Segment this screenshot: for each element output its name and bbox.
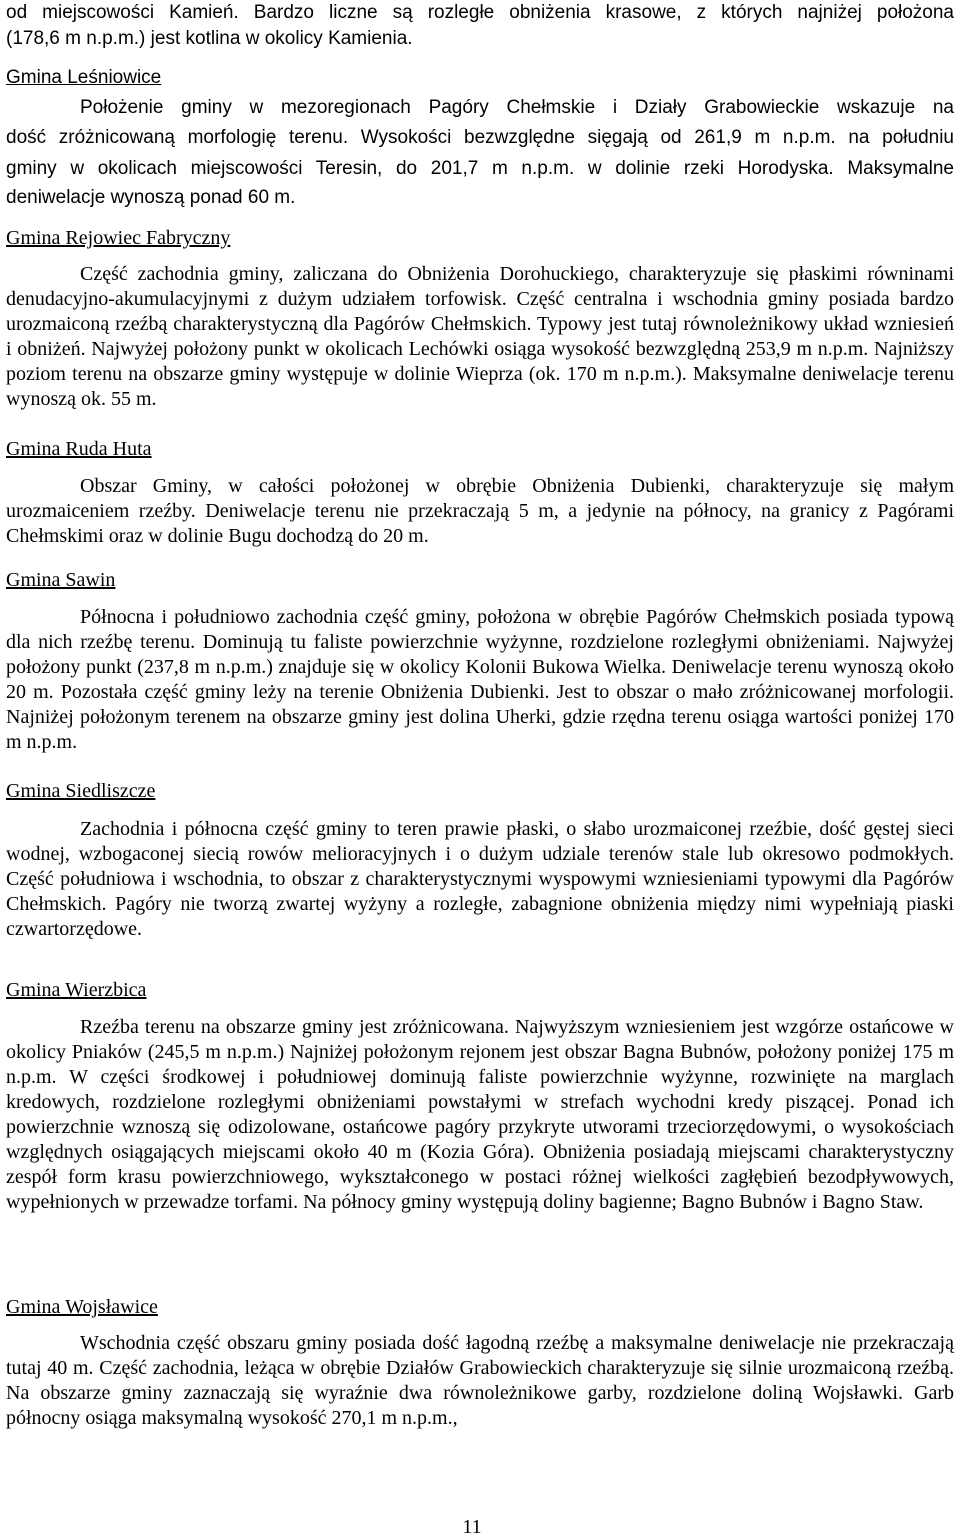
section-heading-sawin: Gmina Sawin	[6, 569, 116, 591]
intro-line: od miejscowości Kamień. Bardzo liczne są rozległe obniżenia krasowe, z których najniżej położona	[6, 2, 954, 23]
section-heading-rejowiec-fabryczny: Gmina Rejowiec Fabryczny	[6, 227, 231, 249]
section-heading-wojslawice: Gmina Wojsławice	[6, 1296, 158, 1318]
section-paragraph-wojslawice: Wschodnia część obszaru gminy posiada dość łagodną rzeźbę a maksymalne deniwelacje nie przekraczają tutaj 40 m. Część zachodnia, leżąca w obrębie Działów Grabowieckich charakteryzuje się silnie urozmaiconą rzeźbą. Na obszarze gminy zaznaczają się wyraźnie dwa równoleżnikowe garby, rozdzielone doliną Wojsławki. Garb północny osiąga maksymalną wysokość 270,1 m n.p.m.,	[6, 1332, 954, 1429]
section-heading-lesniowice: Gmina Leśniowice	[6, 67, 162, 88]
section-paragraph-ruda-huta: Obszar Gminy, w całości położonej w obrębie Obniżenia Dubienki, charakteryzuje się małym urozmaiceniem rzeźby. Deniwelacje terenu nie przekraczają 5 m, a jedynie na północy, na granicy z Pagórami Chełmskimi oraz w dolinie Bugu dochodzą do 20 m.	[6, 475, 954, 547]
lesniowice-line: dość zróżnicowaną morfologię terenu. Wysokości bezwzględne sięgają od 261,9 m n.p.m. na południu	[6, 127, 954, 148]
intro-line: (178,6 m n.p.m.) jest kotlina w okolicy Kamienia.	[6, 28, 413, 49]
section-paragraph-rejowiec-fabryczny: Część zachodnia gminy, zaliczana do Obniżenia Dorohuckiego, charakteryzuje się płaskimi równinami denudacyjno-akumulacyjnymi z dużym udziałem torfowisk. Część centralna i wschodnia gminy posiada bardzo urozmaiconą rzeźbą charakterystyczną dla Pagórów Chełmskich. Typowy jest tutaj równoleżnikowy układ wzniesień i obniżeń. Najwyżej położony punkt w okolicach Lechówki osiąga wysokość bezwzględną 253,9 m n.p.m. Najniższy poziom terenu na obszarze gminy występuje w dolinie Wieprza (ok. 170 m n.p.m.). Maksymalne deniwelacje terenu wynoszą ok. 55 m.	[6, 263, 954, 410]
lesniowice-line: deniwelacje wynoszą ponad 60 m.	[6, 187, 296, 208]
section-paragraph-sawin: Północna i południowo zachodnia część gminy, położona w obrębie Pagórów Chełmskich posiada typową dla nich rzeźbę terenu. Dominują tu faliste powierzchnie wyżynne, rozdzielone rozległymi obniżeniami. Najwyżej położony punkt (237,8 m n.p.m.) znajduje się w okolicy Kolonii Bukowa Wielka. Deniwelacje terenu wynoszą około 20 m. Pozostała część gminy leży na terenie Obniżenia Dubienki. Jest to obszar o mało zróżnicowanej morfologii. Najniżej położonym terenem na obszarze gminy jest dolina Uherki, gdzie rzędna terenu osiąga wartości poniżej 170 m n.p.m.	[6, 606, 954, 753]
section-paragraph-wierzbica: Rzeźba terenu na obszarze gminy jest zróżnicowana. Najwyższym wzniesieniem jest wzgórze ostańcowe w okolicy Pniaków (245,5 m n.p.m.) Najniżej położonym rejonem jest obszar Bagna Bubnów, położony poniżej 175 m n.p.m. W części środkowej i południowej dominują faliste powierzchnie wyżynne, rozwinięte na marglach kredowych, rozdzielone rozległymi obniżeniami powstałymi w strefach wychodni kredy piszącej. Ponad ich powierzchnie wznoszą się odizolowane, ostańcowe pagóry przykryte utworami trzeciorzędowymi, o wysokościach względnych osiągających miejscami około 40 m (Kozia Góra). Obniżenia posiadają miejscami charakterystyczny zespół form krasu powierzchniowego, wykształconego w postaci różnej wielkości zagłębień bezodpływowych, wypełnionych w przewadze torfami. Na północy gminy występują doliny bagienne; Bagno Bubnów i Bagno Staw.	[6, 1016, 954, 1213]
section-heading-siedliszcze: Gmina Siedliszcze	[6, 780, 156, 802]
section-heading-ruda-huta: Gmina Ruda Huta	[6, 438, 152, 460]
page-number: 11	[462, 1516, 482, 1538]
section-paragraph-siedliszcze: Zachodnia i północna część gminy to teren prawie płaski, o słabo urozmaiconej rzeźbie, dość gęstej sieci wodnej, wzbogaconej siecią rowów melioracyjnych i o dużym udziale terenów stale lub okresowo podmokłych. Część południowa i wschodnia, to obszar z charakterystycznymi wyspowymi wzniesieniami typowymi dla Pagórów Chełmskich. Pagóry nie tworzą zwartej wyżyny a rozległe, zabagnione obniżenia między nimi wypełniają piaski czwartorzędowe.	[6, 818, 954, 940]
lesniowice-line: gminy w okolicach miejscowości Teresin, do 201,7 m n.p.m. w dolinie rzeki Horodyska. Maksymalne	[6, 158, 954, 179]
lesniowice-line: Położenie gminy w mezoregionach Pagóry Chełmskie i Działy Grabowieckie wskazuje na	[80, 97, 954, 118]
section-heading-wierzbica: Gmina Wierzbica	[6, 979, 147, 1001]
